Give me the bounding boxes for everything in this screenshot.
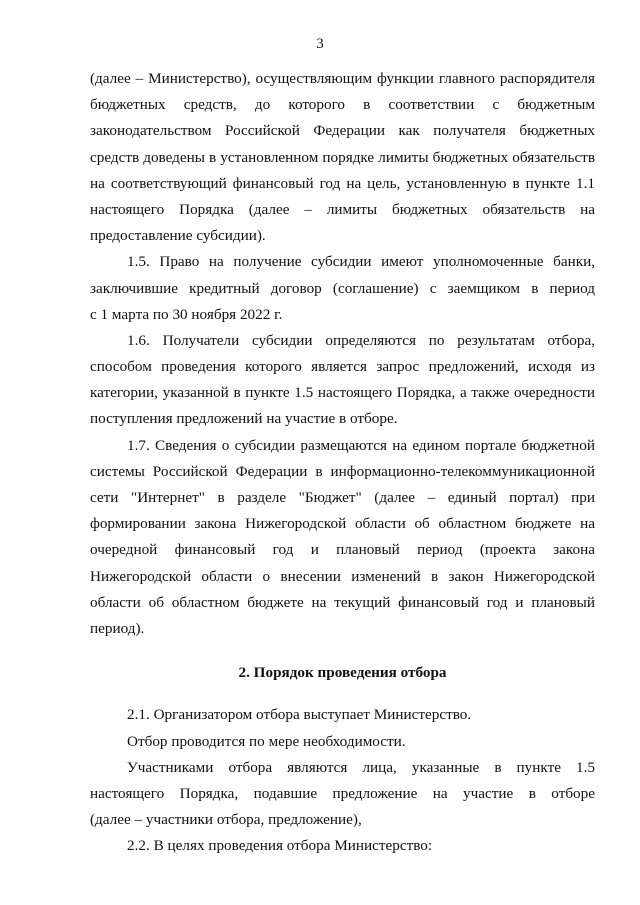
paragraph-selection-frequency <box>90 729 595 755</box>
text-line: способом проведения которого является запрос предложений, исходя из <box>90 358 595 376</box>
text-line: поступления предложений на участие в отборе. <box>90 410 398 428</box>
text-line: 1.6. Получатели субсидии определяются по результатам отбора, <box>127 331 595 349</box>
text-line: Нижегородской области о внесении изменений в закон Нижегородской <box>90 567 595 585</box>
section-heading: 2. Порядок проведения отбора <box>238 664 447 682</box>
text-line: сети "Интернет" в разделе "Бюджет" (далее – единый портал) при <box>90 489 595 506</box>
text-line: Отбор проводится по мере необходимости. <box>127 732 406 750</box>
text-line: системы Российской Федерации в информационно-телекоммуникационной <box>90 462 595 480</box>
text-line: 2.1. Организатором отбора выступает Министерство. <box>127 706 472 724</box>
paragraph-continuation <box>90 66 595 249</box>
text-line: очередной финансовый год и плановый период (проекта закона <box>90 541 595 559</box>
text-line: бюджетных средств, до которого в соответствии с бюджетным <box>90 96 595 114</box>
text-line: настоящего Порядка, подавшие предложение на участие в отборе <box>90 784 595 802</box>
text-line: Участниками отбора являются лица, указанные в пункте 1.5 <box>127 758 595 776</box>
paragraph-1-6 <box>90 328 595 433</box>
text-line: 2.2. В целях проведения отбора Министерство: <box>127 837 433 855</box>
text-line: на соответствующий финансовый год на цель, установленную в пункте 1.1 <box>90 174 595 192</box>
section-spacer <box>90 642 595 658</box>
text-line: области об областном бюджете на текущий финансовый год и плановый <box>90 593 595 611</box>
section-spacer <box>90 686 595 702</box>
text-line: с 1 марта по 30 ноября 2022 г. <box>90 305 283 323</box>
paragraph-1-5 <box>90 249 595 328</box>
text-line: средств доведены в установленном порядке лимиты бюджетных обязательств <box>90 148 595 166</box>
text-line: категории, указанной в пункте 1.5 настоящего Порядка, а также очередности <box>90 384 595 402</box>
document-body <box>90 66 595 859</box>
text-line: предоставление субсидии). <box>90 227 266 245</box>
paragraph-2-2 <box>90 833 595 859</box>
text-line: (далее – участники отбора, предложение), <box>90 811 362 829</box>
text-line: заключившие кредитный договор (соглашение) с заемщиком в период <box>90 279 595 297</box>
text-line: законодательством Российской Федерации как получателя бюджетных <box>90 122 595 140</box>
paragraph-participants <box>90 755 595 834</box>
page-number: 3 <box>316 36 324 52</box>
paragraph-1-7 <box>90 433 595 643</box>
text-line: период). <box>90 619 145 637</box>
paragraph-2-1 <box>90 702 595 728</box>
text-line: (далее – Министерство), осуществляющим функции главного распорядителя <box>90 70 595 87</box>
text-line: формировании закона Нижегородской области об областном бюджете на <box>90 515 595 533</box>
text-line: настоящего Порядка (далее – лимиты бюджетных обязательств на <box>90 200 595 218</box>
text-line: 1.7. Сведения о субсидии размещаются на едином портале бюджетной <box>127 436 595 454</box>
text-line: 1.5. Право на получение субсидии имеют уполномоченные банки, <box>127 253 595 271</box>
